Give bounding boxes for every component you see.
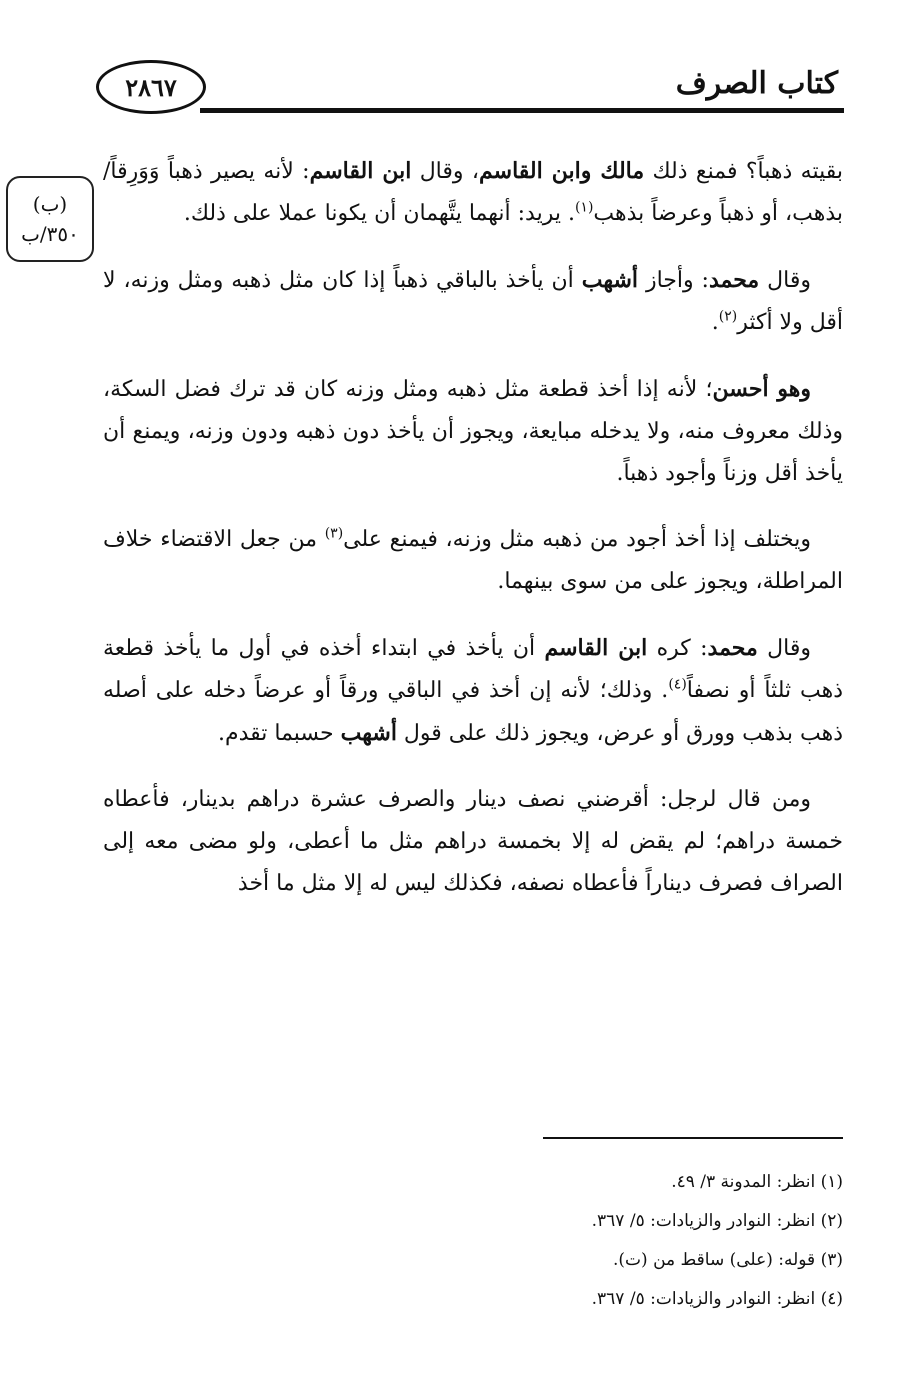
bold-name: وهو أحسن	[712, 376, 811, 402]
header-rule	[200, 108, 844, 113]
footnote-4: (٤) انظر: النوادر والزيادات: ٥/ ٣٦٧.	[591, 1289, 843, 1309]
text-run: وقال	[757, 636, 811, 661]
footnotes	[343, 1163, 843, 1319]
bold-name: ابن القاسم	[544, 635, 648, 661]
text-run: . وذلك؛ لأنه إن أخذ في الباقي ورقاً أو عرضاً دخله على أصله ذهب بذهب وورق أو عرض، ويجوز ذلك على قول	[103, 678, 843, 746]
text-run: أن يأخذ في ابتداء أخذه في أول ما يأخذ قطعة ذهب ثلثاً أو نصفاً	[103, 636, 844, 703]
bold-name: ابن القاسم	[309, 158, 412, 184]
paragraph	[103, 150, 843, 235]
page-number: ٢٨٦٧	[125, 72, 177, 102]
manuscript-margin-note	[6, 176, 94, 262]
text-run: وقال	[759, 268, 811, 293]
text-run: : كره	[647, 636, 708, 661]
text-run: ؛ لأنه إذا أخذ قطعة مثل ذهبه ومثل وزنه كان قد ترك فضل السكة، وذلك معروف منه، ولا يدخله مبايعة، ويجوز أن يأخذ دون ذهبه ودون وزنه، ويمنع أن يأخذ أقل وزناً وأجود ذهباً.	[103, 377, 843, 486]
text-run: : لأنه يصير ذهباً وَوَرِقاً/ بذهب، أو ذهباً وعرضاً بذهب	[103, 159, 843, 226]
text-run: ويختلف إذا أخذ أجود من ذهبه مثل وزنه، فيمنع على	[343, 527, 811, 552]
footnote-1: (١) انظر: المدونة ٣/ ٤٩.	[671, 1172, 843, 1192]
bold-name: أشهب	[581, 267, 639, 293]
text-run: بقيته ذهباً؟ فمنع ذلك	[644, 159, 843, 184]
bold-name: مالك وابن القاسم	[479, 158, 645, 184]
footnote-marker: (١)	[574, 199, 594, 216]
page-number-badge	[96, 60, 206, 114]
bold-name: محمد	[707, 635, 758, 661]
paragraph	[103, 779, 843, 905]
text-run: . يريد: أنهما يتَّهمان أن يكونا عملا على ذلك.	[183, 201, 575, 226]
text-run: ومن قال لرجل: أقرضني نصف دينار والصرف عشرة دراهم بدينار، فأعطاه خمسة دراهم؛ لم يقض له إلا بخمسة دراهم مثل ما أعطى، ولو مضى معه إلى الصراف فصرف ديناراً فأعطاه نصفه، فكذلك ليس له إلا مثل ما أخذ	[103, 787, 844, 896]
footnote-marker: (٢)	[718, 308, 738, 325]
bold-name: محمد	[708, 267, 760, 293]
margin-note-line-2: ٣٥٠/ب	[21, 222, 79, 246]
text-run: من جعل الاقتضاء خلاف المراطلة، ويجوز على من سوى بينهما.	[103, 527, 843, 594]
text-run: : وأجاز	[638, 268, 709, 293]
book-title: كتاب الصرف	[675, 66, 838, 101]
page-header	[0, 0, 920, 130]
footnote-separator	[543, 1137, 843, 1139]
paragraph	[103, 627, 843, 755]
footnote-2: (٢) انظر: النوادر والزيادات: ٥/ ٣٦٧.	[591, 1211, 843, 1231]
footnote-marker: (٤)	[668, 676, 687, 693]
paragraph	[103, 259, 843, 344]
paragraph	[103, 368, 843, 495]
text-run: .	[711, 310, 719, 335]
bold-name: أشهب	[340, 720, 397, 746]
margin-note-line-1: (ب)	[32, 192, 68, 216]
footnote-3: (٣) قوله: (على) ساقط من (ت).	[613, 1250, 843, 1270]
paragraph	[103, 519, 843, 603]
text-run: حسبما تقدم.	[217, 721, 341, 746]
text-run: ، وقال	[411, 159, 479, 184]
main-text	[103, 150, 843, 929]
text-run: أن يأخذ بالباقي ذهباً إذا كان مثل ذهبه ومثل وزنه، لا أقل ولا أكثر	[103, 268, 843, 335]
footnote-marker: (٣)	[324, 525, 344, 542]
